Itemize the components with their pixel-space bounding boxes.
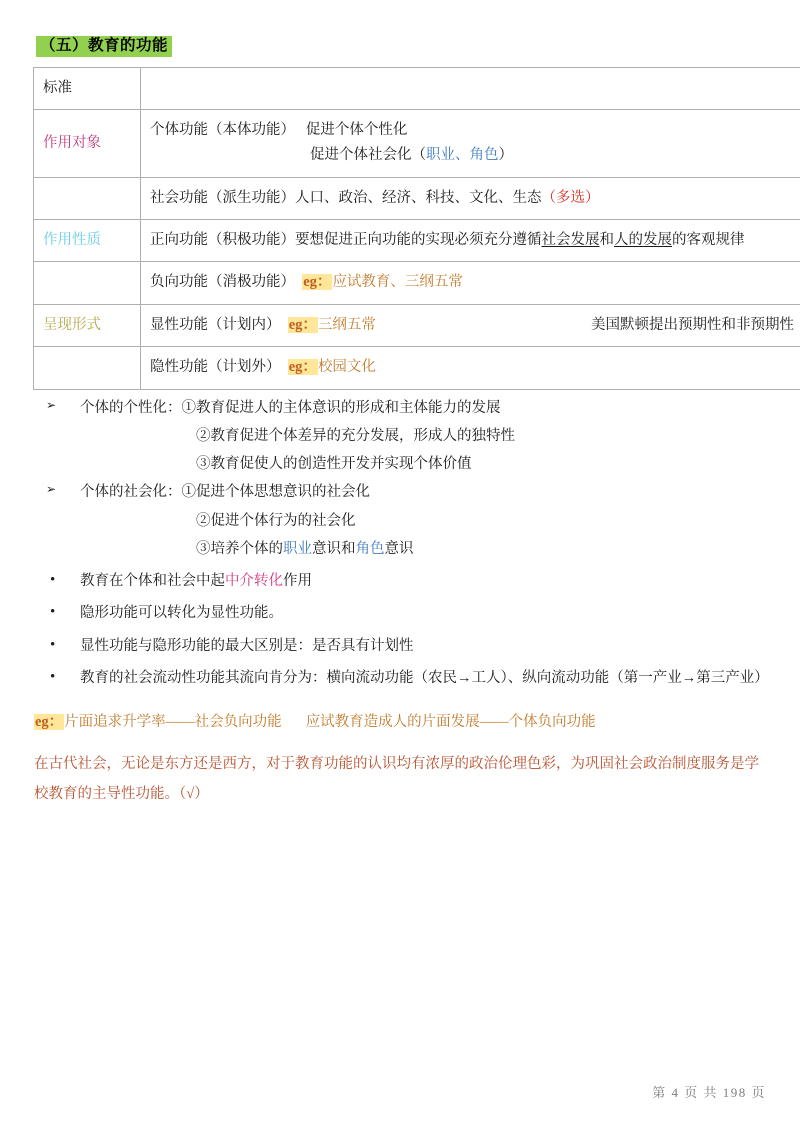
row-body-implicit <box>141 347 800 389</box>
dot-bullet-icon: • <box>50 572 56 589</box>
row-label-nature: 作用性质 <box>34 220 141 262</box>
implicit-lead: 隐性功能（计划外） <box>150 359 281 376</box>
arrow-bullet-icon: ➢ <box>46 482 57 497</box>
object-line-1 <box>150 118 796 143</box>
socialization-head: 个体的社会化：①促进个体思想意识的社会化 <box>80 484 370 501</box>
arrow-bullet-icon: ➢ <box>46 397 57 412</box>
social-mobility-text: 教育的社会流动性功能其流向肯分为：横向流动功能（农民→工人）、纵向流动功能（第一产业→第三产业） <box>80 669 769 686</box>
eg-example-text-b: 应试教育造成人的片面发展——个体负向功能 <box>305 714 596 731</box>
summary-note-paragraph: 在古代社会，无论是东方还是西方，对于教育功能的认识均有浓厚的政治伦理色彩，为巩固社会政治制度服务是学校教育的主导性功能。（√） <box>34 756 759 803</box>
row-label-standard: 标准 <box>34 67 141 109</box>
individualization-sub-1: ②教育促进个体差异的充分发展，形成人的独特性 <box>196 427 515 444</box>
individualization-sub-2: ③教育促使人的创造性开发并实现个体价值 <box>196 456 472 473</box>
row-label-object: 作用对象 <box>34 109 141 177</box>
row-body-social <box>141 177 800 219</box>
table-row <box>34 262 800 304</box>
table-row <box>34 177 800 219</box>
eg-tag: eg： <box>288 316 317 333</box>
negative-lead: 负向功能（消极功能） <box>150 274 295 291</box>
mediation-pink: 中介转化 <box>225 573 283 590</box>
row-label-form: 呈现形式 <box>34 304 141 346</box>
positive-seg-d: 人的发展 <box>614 232 672 248</box>
row-label-blank-3 <box>34 347 141 389</box>
notes-list <box>32 394 768 693</box>
row-label-blank-1 <box>34 177 141 219</box>
table-row <box>34 304 800 346</box>
eg-example-text-a: 片面追求升学率——社会负向功能 <box>64 714 282 731</box>
row-label-blank-2 <box>34 262 141 304</box>
list-item-social-mobility <box>32 664 768 692</box>
implicit-to-explicit-text: 隐形功能可以转化为显性功能。 <box>80 605 283 622</box>
object-line-1-tail: 促进个体个性化 <box>305 121 408 138</box>
negative-eg-text: 应试教育、三纲五常 <box>332 274 463 291</box>
section-heading: （五）教育的功能 <box>36 36 172 57</box>
difference-text: 显性功能与隐形功能的最大区别是：是否具有计划性 <box>80 637 414 654</box>
table-row <box>34 347 800 389</box>
row-body-negative <box>141 262 800 304</box>
object-line-2-post: ） <box>498 147 513 164</box>
explicit-eg-text: 三纲五常 <box>317 316 376 333</box>
explicit-right-note: 美国默顿提出预期性和非预期性 <box>591 316 794 333</box>
education-function-table <box>33 67 800 390</box>
page-footer: 第 4 页 共 198 页 <box>652 1085 766 1100</box>
object-line-2 <box>150 143 796 168</box>
row-body-standard <box>141 67 800 109</box>
social-multichoice: （多选） <box>541 189 600 206</box>
social-main: 社会功能（派生功能）人口、政治、经济、科技、文化、生态 <box>150 189 542 206</box>
mediation-pre: 教育在个体和社会中起 <box>80 573 225 590</box>
object-line-2-pre: 促进个体社会化（ <box>310 147 426 164</box>
socialization-sub-2-post: 意识 <box>384 540 414 557</box>
socialization-sub-1: ②促进个体行为的社会化 <box>196 512 356 529</box>
row-body-object <box>141 109 800 177</box>
list-item-mediation <box>32 567 768 595</box>
eg-tag: eg： <box>303 274 332 291</box>
positive-seg-e: 的客观规律 <box>672 232 745 248</box>
positive-seg-c: 和 <box>599 232 614 248</box>
individualization-head: 个体的个性化：①教育促进人的主体意识的形成和主体能力的发展 <box>80 399 501 416</box>
list-item-individualization <box>32 394 768 479</box>
list-item-difference <box>32 632 768 660</box>
dot-bullet-icon: • <box>50 668 56 685</box>
eg-example-line <box>32 708 768 736</box>
list-item-implicit-to-explicit <box>32 599 768 627</box>
dot-bullet-icon: • <box>50 636 56 653</box>
positive-seg-a: 正向功能（积极功能）要想促进正向功能的实现必须充分遵循 <box>150 232 542 248</box>
table-row <box>34 109 800 177</box>
socialization-sub-2 <box>80 535 768 563</box>
row-body-positive <box>141 220 800 262</box>
section-heading-row <box>36 36 768 57</box>
list-item-socialization <box>32 478 768 563</box>
socialization-sub-2-blue-2: 角色 <box>355 540 385 557</box>
positive-seg-b: 社会发展 <box>541 232 600 248</box>
eg-tag: eg： <box>288 359 317 376</box>
socialization-sub-2-mid: 意识和 <box>312 540 356 557</box>
explicit-lead: 显性功能（计划内） <box>150 316 281 333</box>
object-line-1-main: 个体功能（本体功能） <box>150 121 295 138</box>
socialization-sub-2-pre: ③培养个体的 <box>196 540 283 557</box>
row-body-explicit <box>141 304 800 346</box>
implicit-eg-text: 校园文化 <box>317 359 376 376</box>
socialization-sub-2-blue-1: 职业 <box>283 540 312 557</box>
dot-bullet-icon: • <box>50 604 56 621</box>
mediation-post: 作用 <box>283 573 312 590</box>
table-row <box>34 67 800 109</box>
eg-tag: eg： <box>35 714 64 731</box>
table-row <box>34 220 800 262</box>
object-line-2-blue: 职业、角色 <box>426 147 499 164</box>
